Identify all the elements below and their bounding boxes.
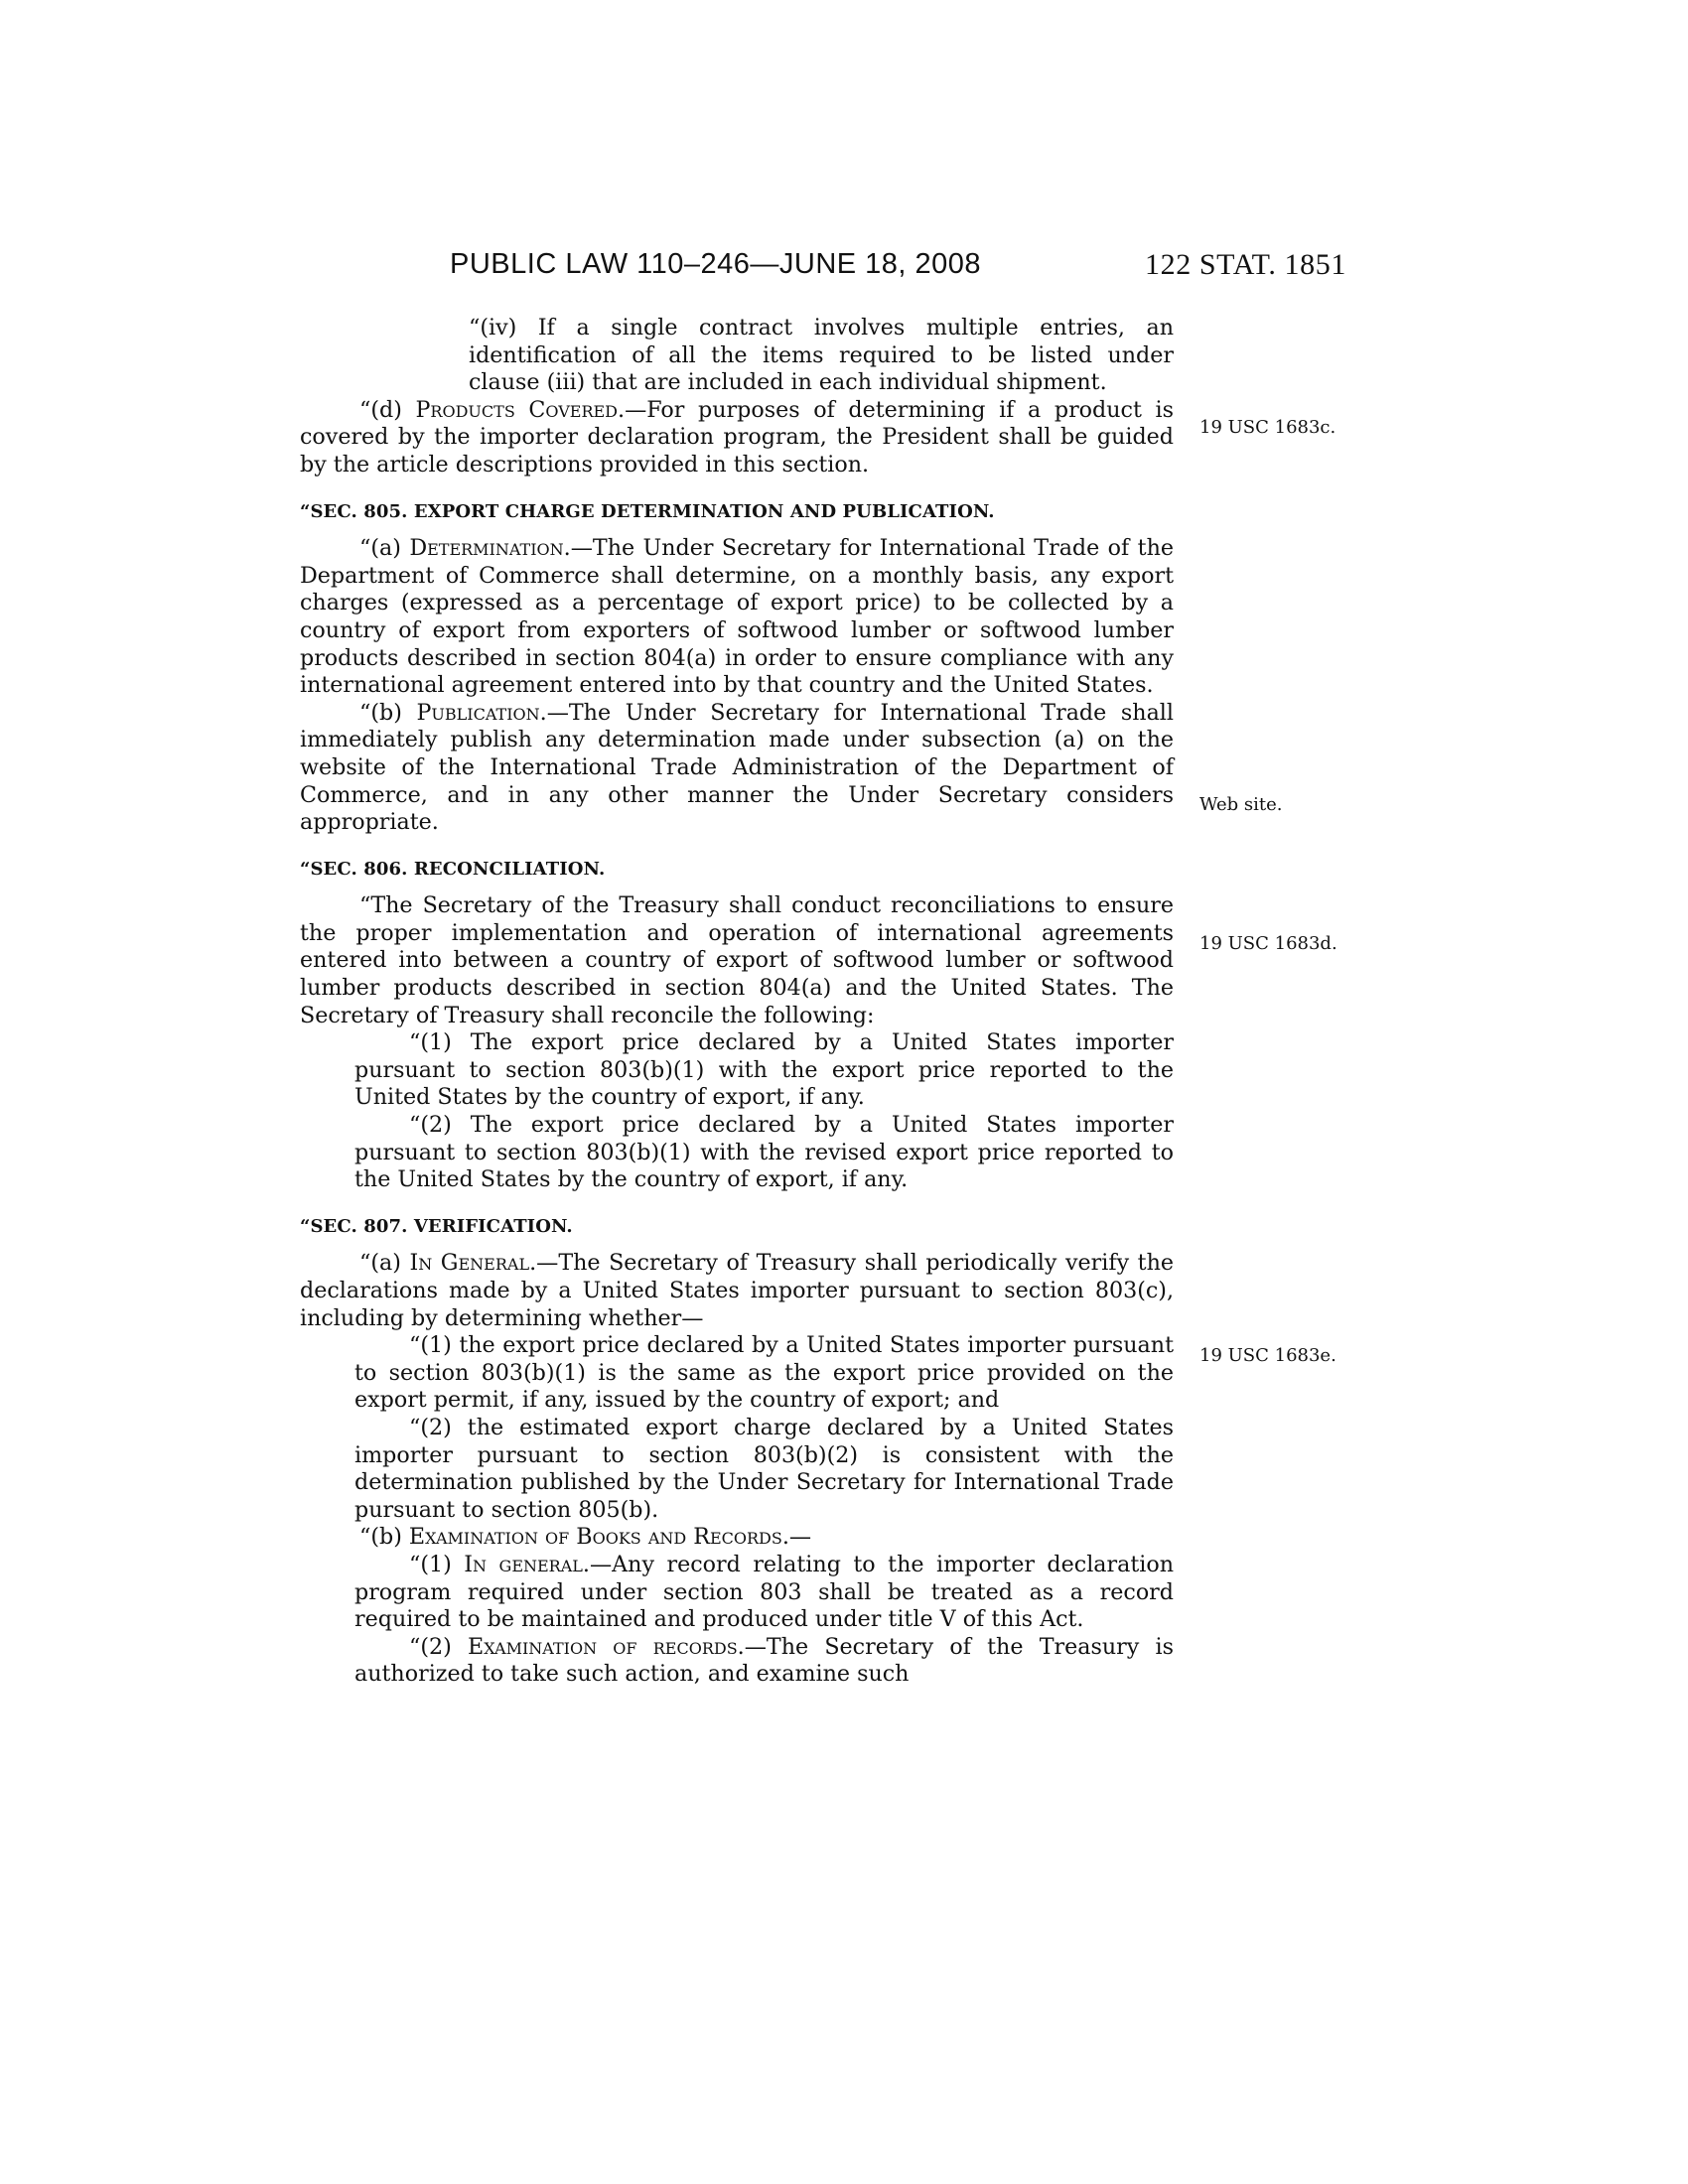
subsection-d bbox=[300, 397, 1174, 479]
section-807-b-2-text: .—The Secretary of the Treasury is authorized to take such action, and examine such bbox=[354, 1633, 1174, 1688]
section-807-b-label: “(b) bbox=[359, 1524, 409, 1551]
section-805-b-label: “(b) bbox=[359, 699, 417, 726]
section-805-b-text: .—The Under Secretary for International Trade shall immediately publish any determination made under subsection (a) on the website of the International Trade Administration of the Department of Commerce, and in any other manner the Under Secretary considers appropriate. bbox=[300, 699, 1174, 836]
section-807-b-paragraph-1 bbox=[300, 1552, 1174, 1634]
running-title: PUBLIC LAW 110–246—JUNE 18, 2008 bbox=[450, 248, 982, 280]
section-807-b-1-text: .—Any record relating to the importer declaration program required under section 803 shall be treated as a record required to be maintained and produced under title V of this Act. bbox=[354, 1551, 1175, 1633]
section-805-b bbox=[300, 700, 1174, 837]
margin-note-sec805: 19 USC 1683c. bbox=[1199, 417, 1336, 438]
margin-note-sec807: 19 USC 1683e. bbox=[1199, 1345, 1336, 1366]
section-805-heading: “SEC. 805. EXPORT CHARGE DETERMINATION AND PUBLICATION. bbox=[300, 500, 995, 522]
section-805-a-label: “(a) bbox=[359, 535, 410, 562]
subsection-d-text: .—For purposes of determining if a product is covered by the importer declaration program, the President shall be guided by the article descriptions provided in this section. bbox=[300, 396, 1174, 478]
section-807-b-2-label: “(2) bbox=[409, 1633, 468, 1660]
section-805-a-text: .—The Under Secretary for International Trade of the Department of Commerce shall determine, on a monthly basis, any export charges (expressed as a percentage of export price) to be collected by a country of export from exporters of softwood lumber or softwood lumber products described in section 804(a) in order to ensure compliance with any international agreement entered into by that country and the United States. bbox=[300, 535, 1175, 699]
page-header bbox=[0, 248, 1688, 288]
section-807-b bbox=[300, 1524, 1174, 1552]
margin-note-sec806: 19 USC 1683d. bbox=[1199, 933, 1337, 954]
statute-page-number: 122 STAT. 1851 bbox=[1145, 248, 1346, 281]
section-807-b-2-heading: Examination of records bbox=[468, 1633, 738, 1660]
section-807-b-1-heading: In general bbox=[464, 1551, 583, 1577]
body-text bbox=[300, 315, 1174, 1689]
section-807-a bbox=[300, 1250, 1174, 1332]
section-807-b-paragraph-2 bbox=[300, 1634, 1174, 1689]
section-806-heading: “SEC. 806. RECONCILIATION. bbox=[300, 858, 606, 880]
section-807-a-paragraph-2: “(2) the estimated export charge declared by a United States importer pursuant to section 803(b)(2) is consistent with the determination published by the Under Secretary for International Trade pursuant to section 805(b). bbox=[354, 1414, 1174, 1523]
section-805-b-heading: Publication bbox=[416, 699, 540, 726]
section-807-b-1-label: “(1) bbox=[409, 1551, 465, 1577]
section-806-paragraph-1: “(1) The export price declared by a United States importer pursuant to section 803(b)(1) with the export price reported to the United States by the country of export, if any. bbox=[354, 1029, 1174, 1111]
section-807-a-paragraph-1: “(1) the export price declared by a United States importer pursuant to section 803(b)(1) is the same as the export price provided on the export permit, if any, issued by the country of export; and bbox=[354, 1332, 1174, 1414]
section-807-a-text: .—The Secretary of Treasury shall periodically verify the declarations made by a United States importer pursuant to section 803(c), including by determining whether— bbox=[300, 1250, 1174, 1331]
margin-note-website: Web site. bbox=[1199, 794, 1283, 815]
section-806-paragraph-2: “(2) The export price declared by a United States importer pursuant to section 803(b)(1) with the revised export price reported to the United States by the country of export, if any. bbox=[354, 1112, 1174, 1193]
section-807-heading: “SEC. 807. VERIFICATION. bbox=[300, 1215, 573, 1237]
clause-iv: “(iv) If a single contract involves multiple entries, an identification of all the items required to be listed under clause (iii) that are included in each individual shipment. bbox=[469, 315, 1174, 396]
section-806-intro: “The Secretary of the Treasury shall conduct reconciliations to ensure the proper implementation and operation of international agreements entered into between a country of export of softwood lumber or softwood lumber products described in section 804(a) and the United States. The Secretary of Treasury shall reconcile the following: bbox=[300, 892, 1174, 1028]
section-807-a-label: “(a) bbox=[359, 1250, 410, 1277]
section-805-a-heading: Determination bbox=[409, 535, 564, 562]
section-807-b-heading: Examination of Books and Records bbox=[408, 1524, 782, 1551]
section-807-b-dash: .— bbox=[781, 1524, 812, 1551]
subsection-d-label: “(d) bbox=[359, 396, 416, 423]
section-807-a-heading: In General bbox=[409, 1250, 530, 1277]
subsection-d-heading: Products Covered bbox=[415, 396, 619, 423]
section-805-a bbox=[300, 535, 1174, 700]
